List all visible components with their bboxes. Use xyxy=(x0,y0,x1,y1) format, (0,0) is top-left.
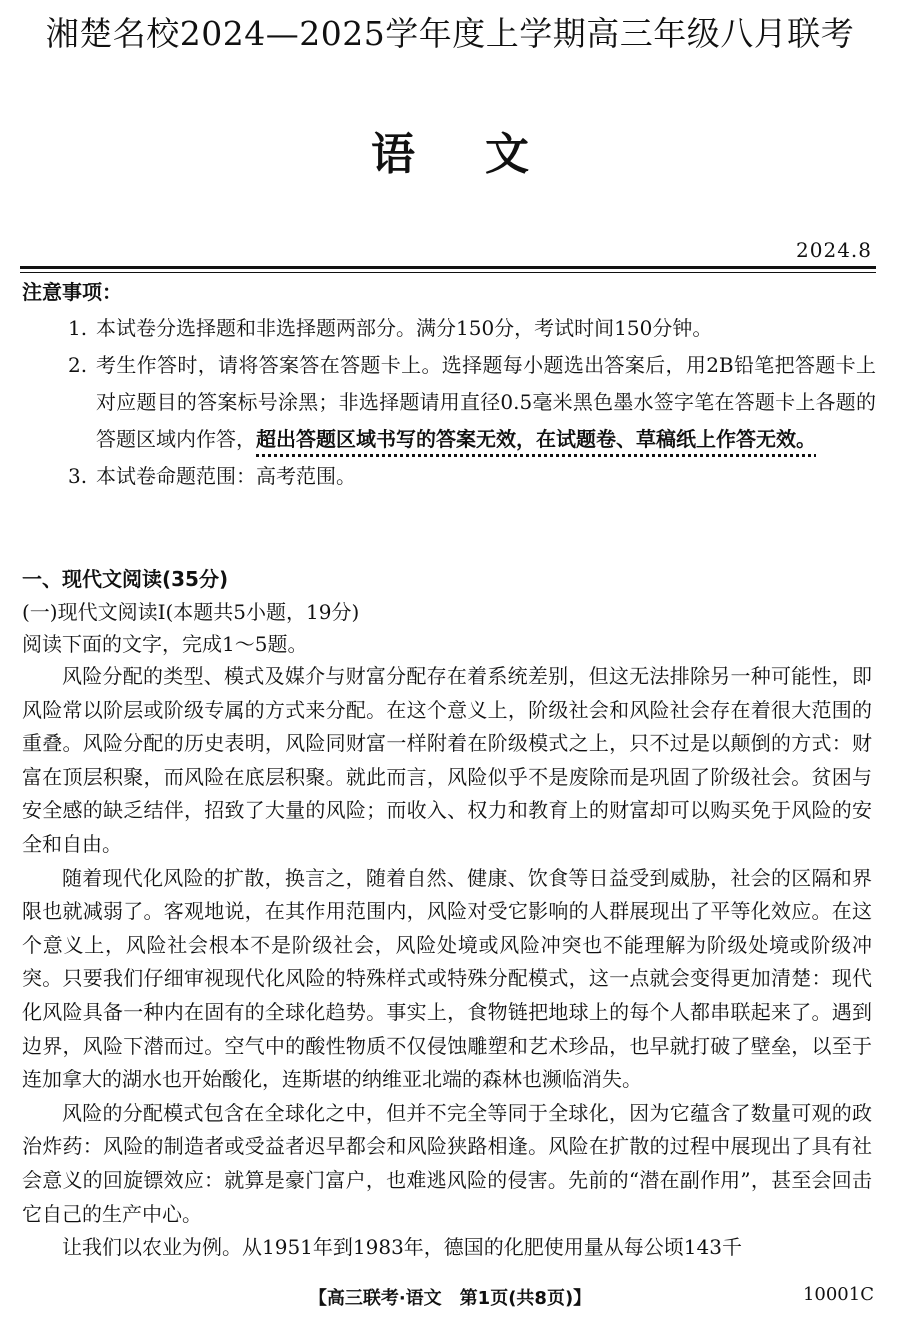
notice-item-number: 2. xyxy=(68,353,88,377)
passage-paragraph: 风险分配的类型、模式及媒介与财富分配存在着系统差别，但这无法排除另一种可能性，即风险常以阶层或阶级专属的方式来分配。在这个意义上，阶级社会和风险社会存在着很大范围的重叠。风险分配的历史表明，风险同财富一样附着在阶级模式之上，只不过是以颠倒的方式：财富在顶层积聚，而风险在底层积聚。就此而言，风险似乎不是废除而是巩固了阶级社会。贫困与安全感的缺乏结伴，招致了大量的风险；而收入、权力和教育上的财富却可以购买免于风险的安全和自由。 xyxy=(22,664,872,856)
notice-item-number: 3. xyxy=(68,464,88,488)
notice-item xyxy=(68,310,876,347)
notice-item-text: 本试卷分选择题和非选择题两部分。满分150分，考试时间150分钟。 xyxy=(96,316,713,340)
notice-heading: 注意事项： xyxy=(22,280,122,304)
passage-paragraph: 让我们以农业为例。从1951年到1983年，德国的化肥使用量从每公顷143千 xyxy=(62,1235,742,1260)
passage-paragraph: 随着现代化风险的扩散，换言之，随着自然、健康、饮食等日益受到威胁，社会的区隔和界限也就减弱了。客观地说，在其作用范围内，风险对受它影响的人群展现出了平等化效应。在这个意义上，风险社会根本不是阶级社会，风险处境或风险冲突也不能理解为阶级处境或阶级冲突。只要我们仔细审视现代化风险的特殊样式或特殊分配模式，这一点就会变得更加清楚：现代化风险具备一种内在固有的全球化趋势。事实上，食物链把地球上的每个人都串联起来了。遇到边界，风险下潜而过。空气中的酸性物质不仅侵蚀雕塑和艺术珍品，也早就打破了壁垒，以至于连加拿大的湖水也开始酸化，连斯堪的纳维亚北端的森林也濒临消失。 xyxy=(22,865,872,1092)
header-divider xyxy=(20,266,876,269)
notice-item-number: 1. xyxy=(68,316,88,340)
subject-title: 语文 xyxy=(371,129,599,180)
paper-code: 10001C xyxy=(802,1284,874,1305)
notice-item-emphasis: 超出答题区域书写的答案无效，在试题卷、草稿纸上作答无效。 xyxy=(256,427,816,451)
notice-list xyxy=(68,310,876,495)
notice-item xyxy=(68,458,876,495)
notice-item xyxy=(68,347,876,458)
reading-passage xyxy=(22,660,872,1265)
notice-item-text: 考生作答时，请将答案答在答题卡上。选择题每小题选出答案后，用2B铅笔把答题卡上对应题目的答案标号涂黑；非选择题请用直径0.5毫米黑色墨水签字笔在答题卡上各题的答题区域内作答， xyxy=(96,353,876,451)
header-divider-thin xyxy=(20,272,876,273)
exam-date: 2024.8 xyxy=(796,238,872,262)
page-title: 湘楚名校2024—2025学年度上学期高三年级八月联考 xyxy=(45,14,855,53)
notice-item-text: 本试卷命题范围：高考范围。 xyxy=(96,464,356,488)
reading-instruction: 阅读下面的文字，完成1～5题。 xyxy=(22,632,308,656)
passage-paragraph: 风险的分配模式包含在全球化之中，但并不完全等同于全球化，因为它蕴含了数量可观的政治炸药：风险的制造者或受益者迟早都会和风险狭路相逢。风险在扩散的过程中展现出了具有社会意义的回旋镖效应：就算是豪门富户，也难逃风险的侵害。先前的“潜在副作用”，甚至会回击它自己的生产中心。 xyxy=(22,1100,872,1226)
page-footer: 【高三联考·语文 第1页(共8页)】 xyxy=(308,1288,592,1309)
subsection-heading: (一)现代文阅读Ⅰ(本题共5小题，19分) xyxy=(22,600,360,624)
section-heading: 一、现代文阅读(35分) xyxy=(22,567,229,591)
